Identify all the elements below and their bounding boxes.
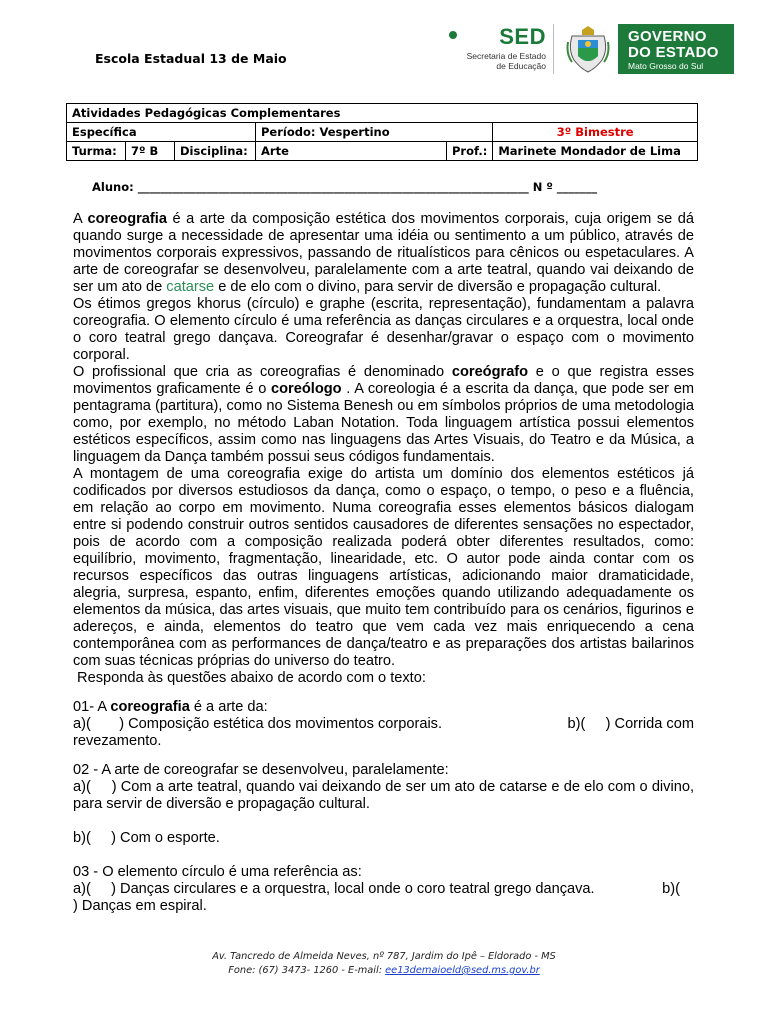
footer-email-link[interactable]: ee13demaioeld@sed.ms.gov.br [385,965,540,976]
instruction: Responda às questões abaixo de acordo com o texto: [73,670,426,686]
info-prof-label: Prof.: [447,142,493,161]
sed-logo [448,24,546,74]
p3-part-a: O profissional que cria as coreografias é denominado [73,364,452,380]
info-turma-label: Turma: [67,142,126,161]
q3-options-row [73,881,694,898]
paragraph-3 [73,364,694,466]
info-table [66,103,698,161]
q2-option-b[interactable]: b)( ) Com o esporte. [73,830,220,846]
info-bimestre: 3º Bimestre [493,123,698,142]
sed-mark-icon [448,30,458,40]
question-3: 03 - O elemento círculo é uma referência as: [73,864,362,880]
coat-of-arms-icon [566,26,610,74]
governo-line2: DO ESTADO [628,44,719,61]
p1-part-a: A [73,211,88,227]
q1-option-b-cont: revezamento. [73,733,162,749]
p1-term-coreografia: coreografia [87,211,167,227]
governo-badge [618,24,734,74]
paragraph-4: A montagem de uma coreografia exige do artista um domínio dos elementos estéticos já codificados por diversos estudiosos da dança, como o espaço, o tempo, o peso e a fluência, em relação ao corpo em movimento. Numa coreografia esses elementos básicos dialogam entre si podendo construir outros sentidos causadores de diferentes sensações no espectador, pois de acordo com a composição realizada poderá obter diferentes resultados, como: equilíbrio, movimento, fragmentação, linearidade, etc. O autor pode ainda contar com os recursos específicos das outras linguagens artísticas, adicionando maior dramaticidade, alegria, surpresa, espanto, enfim, diferentes emoções quando utilizando adequadamente os elementos da música, das artes visuais, que muito tem contribuído para os cenários, figurinos e adereços, e ainda, elementos do teatro que vem cada vez mais enriquecendo a cena contemporânea com as performances de dança/teatro e as preparações dos artistas bailarinos com suas técnicas próprias do universo do teatro. [73,466,694,669]
p1-link-catarse[interactable]: catarse [166,279,215,295]
info-disciplina-label: Disciplina: [175,142,256,161]
q1-part-a: 01- A [73,699,111,715]
sed-subtitle-line1: Secretaria de Estado [466,51,546,61]
footer-phone: Fone: (67) 3473- 1260 - E-mail: [228,965,386,976]
q3-option-b-cont: ) Danças em espiral. [73,898,207,914]
q3-option-b[interactable]: b)( [662,881,680,897]
logo-divider [553,24,554,74]
q1-options-row [73,716,694,733]
sed-title: SED [499,24,546,49]
p1-part-e: e de elo com o divino, para servir de diversão e propagação cultural. [214,279,662,295]
q2-option-a[interactable]: a)( ) Com a arte teatral, quando vai deixando de ser um ato de catarse e de elo com o divino, para servir de diversão e propagação cultural. [73,779,699,812]
paragraph-1 [73,211,694,296]
footer-contact [0,965,768,976]
info-prof-value: Marinete Mondador de Lima [493,142,698,161]
paragraph-2: Os étimos gregos khorus (círculo) e graphe (escrita, representação), fundamentam a palavra coreografia. O elemento círculo é uma referência as danças circulares e a orquestra, local onde o coro teatral grego dançava. Coreografar é desenhar/gravar o espaço com o movimento corporal. [73,296,694,363]
aluno-line: Aluno: ____________________________________________________________________ N º _______ [92,180,598,194]
p3-term-coreografo: coreógrafo [451,364,529,380]
sed-subtitle [467,51,546,71]
question-2: 02 - A arte de coreografar se desenvolveu, paralelamente: [73,762,449,778]
info-turma-value: 7º B [126,142,175,161]
q3-option-a[interactable]: a)( ) Danças circulares e a orquestra, local onde o coro teatral grego dançava. [73,881,595,897]
p1-part-c: é a arte da composição estética dos movimentos corporais, cuja origem se dá quando surge a necessidade de apresentar uma idéia ou sentimento a um público, através de movimentos corporais expressivos, passando de ritualísticos para cênicos ou espetaculares. A arte de coreografar se desenvolveu, paralelamente com a arte teatral, quando vai deixando de ser um ato de [73,211,694,295]
q1-option-a[interactable]: a)( ) Composição estética dos movimentos corporais. [73,716,443,732]
info-title: Atividades Pedagógicas Complementares [67,104,698,123]
governo-line3: Mato Grosso do Sul [628,61,704,71]
info-disciplina-value: Arte [256,142,447,161]
question-1 [73,699,694,716]
q1-option-b[interactable]: b)( ) Corrida com [567,716,694,732]
p3-term-coreologo: coreólogo [271,381,342,397]
p3-part-e: . A coreologia é a escrita da dança, que pode ser em pentagrama (partitura), como no Sistema Benesh ou em símbolos próprios de uma metodologia como, por exemplo, no método Laban Notation. Toda linguagem artística possui elementos estéticos específicos, assim como nas linguagens das Artes Visuais, do Teatro e da Música, a linguagem da Dança também possui seus códigos fundamentais. [73,381,694,465]
sed-subtitle-line2: de Educação [496,61,546,71]
main-text [73,211,699,915]
info-especifica: Específica [67,123,256,142]
q1-term: coreografia [110,699,190,715]
q1-part-c: é a arte da: [189,699,268,715]
footer-address: Av. Tancredo de Almeida Neves, nº 787, Jardim do Ipê – Eldorado - MS [212,951,556,962]
school-name: Escola Estadual 13 de Maio [95,51,287,66]
governo-line1: GOVERNO [628,28,707,45]
p3-part-c: e o que registra esses movimentos graficamente é o [73,364,694,397]
info-periodo: Período: Vespertino [256,123,493,142]
